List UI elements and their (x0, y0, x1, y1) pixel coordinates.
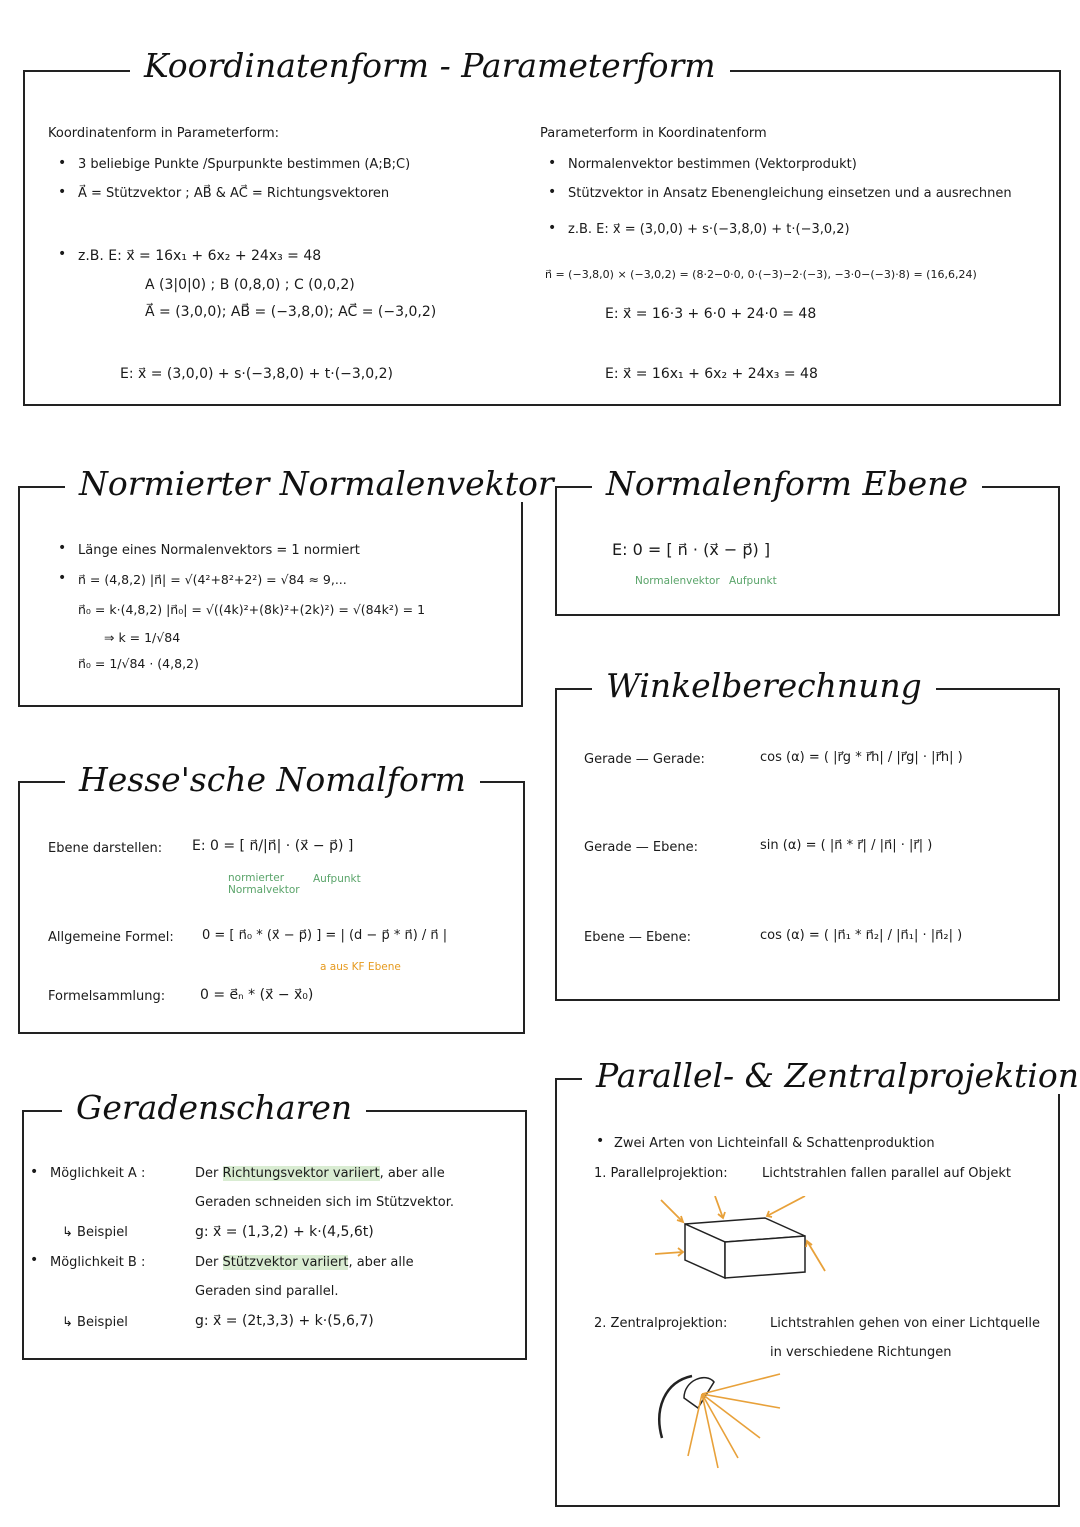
row-label-formelsammlung: Formelsammlung: (48, 989, 166, 1004)
beispiel-b-label: ↳ Beispiel (62, 1315, 128, 1330)
moeglichkeit-a-text-1: Der Richtungsvektor variiert, aber alle (195, 1166, 445, 1181)
right-example-4: E: x⃗ = 16x₁ + 6x₂ + 24x₃ = 48 (605, 366, 818, 382)
normalenform-formula: E: 0 = [ n⃗ · (x⃗ − p⃗) ] (612, 540, 771, 559)
left-heading: Koordinatenform in Parameterform: (48, 126, 280, 141)
formula-allgemeine: 0 = [ n⃗₀ * (x⃗ − p⃗) ] = | (d − p⃗ * n⃗) / n⃗ | (202, 928, 448, 943)
right-bullet-2: Stützvektor in Ansatz Ebenengleichung einsetzen und a ausrechnen (568, 186, 1012, 201)
parallelprojektion-text: Lichtstrahlen fallen parallel auf Objekt (762, 1166, 1012, 1181)
beispiel-b-formula: g: x⃗ = (2t,3,3) + k·(5,6,7) (195, 1313, 374, 1329)
left-bullet-2: A⃗ = Stützvektor ; AB⃗ & AC⃗ = Richtungsvektoren (78, 186, 390, 201)
bullet-dot: • (58, 540, 67, 556)
zentralprojektion-text-2: in verschiedene Richtungen (770, 1345, 952, 1360)
left-example-2: A (3|0|0) ; B (0,8,0) ; C (0,0,2) (145, 277, 355, 293)
left-example-4: E: x⃗ = (3,0,0) + s·(−3,8,0) + t·(−3,0,2) (120, 366, 393, 382)
right-bullet-1: Normalenvektor bestimmen (Vektorprodukt) (568, 157, 857, 172)
line-3: n⃗₀ = k·(4,8,2) |n⃗₀| = √((4k)²+(8k)²+(2k)²) = √(84k²) = 1 (78, 602, 426, 617)
right-example-3: E: x⃗ = 16·3 + 6·0 + 24·0 = 48 (605, 306, 817, 322)
row-label-gerade-ebene: Gerade — Ebene: (584, 840, 698, 855)
section-normierter-normalenvektor (18, 486, 523, 707)
projektion-bullet: Zwei Arten von Lichteinfall & Schattenproduktion (614, 1136, 935, 1151)
beispiel-a-formula: g: x⃗ = (1,3,2) + k·(4,5,6t) (195, 1224, 374, 1240)
moeglichkeit-b-text-1: Der Stützvektor variiert, aber alle (195, 1255, 414, 1270)
note-a-aus-kf: a aus KF Ebene (320, 961, 401, 973)
row-label-ebene-darstellen: Ebene darstellen: (48, 841, 163, 856)
section-title: Geradenscharen (62, 1090, 366, 1126)
left-bullet-1: 3 beliebige Punkte /Spurpunkte bestimmen (A;B;C) (78, 157, 411, 172)
section-title: Normalenform Ebene (592, 466, 982, 502)
formula-gerade-ebene: sin (α) = ( |n⃗ * r⃗| / |n⃗| · |r⃗| ) (760, 838, 933, 853)
label-normalenvektor: Normalenvektor (635, 575, 720, 587)
right-example-1: z.B. E: x⃗ = (3,0,0) + s·(−3,8,0) + t·(−3,0,2) (568, 222, 850, 237)
bullet-dot: • (548, 184, 557, 200)
label-aufpunkt: Aufpunkt (729, 575, 777, 587)
line-2: n⃗ = (4,8,2) |n⃗| = √(4²+8²+2²) = √84 ≈ 9,... (78, 572, 347, 587)
left-example-3: A⃗ = (3,0,0); AB⃗ = (−3,8,0); AC⃗ = (−3,0,2) (145, 304, 437, 320)
section-title: Hesse'sche Nomalform (65, 762, 480, 798)
bullet-dot: • (548, 155, 557, 171)
formula-gerade-gerade: cos (α) = ( |r⃗g * r⃗h| / |r⃗g| · |r⃗h| ) (760, 750, 963, 765)
label-aufpunkt: Aufpunkt (313, 873, 361, 885)
section-koordinatenform-parameterform (23, 70, 1061, 406)
section-title: Parallel- & Zentralprojektion (582, 1058, 1080, 1094)
bullet-dot: • (58, 246, 67, 262)
bullet-dot: • (58, 570, 67, 586)
line-4: ⇒ k = 1/√84 (104, 630, 181, 645)
moeglichkeit-a-label: Möglichkeit A : (50, 1166, 146, 1181)
bullet-dot: • (30, 1252, 39, 1268)
row-label-gerade-gerade: Gerade — Gerade: (584, 752, 705, 767)
bullet-dot: • (596, 1133, 605, 1149)
moeglichkeit-b-text-2: Geraden sind parallel. (195, 1284, 339, 1299)
section-title: Koordinatenform - Parameterform (130, 48, 730, 84)
right-heading: Parameterform in Koordinatenform (540, 126, 767, 141)
row-label-ebene-ebene: Ebene — Ebene: (584, 930, 692, 945)
left-example-1: z.B. E: x⃗ = 16x₁ + 6x₂ + 24x₃ = 48 (78, 248, 322, 264)
section-title: Winkelberechnung (592, 668, 936, 704)
moeglichkeit-a-text-2: Geraden schneiden sich im Stützvektor. (195, 1195, 455, 1210)
bullet-dot: • (58, 155, 67, 171)
parallel-projection-illustration (655, 1196, 845, 1291)
label-normierter-normalvektor: normierter Normalvektor (228, 872, 300, 896)
formula-ebene-ebene: cos (α) = ( |n⃗₁ * n⃗₂| / |n⃗₁| · |n⃗₂| ) (760, 928, 963, 943)
line-1: Länge eines Normalenvektors = 1 normiert (78, 543, 360, 558)
formula-ebene-darstellen: E: 0 = [ n⃗/|n⃗| · (x⃗ − p⃗) ] (192, 838, 354, 854)
zentralprojektion-text-1: Lichtstrahlen gehen von einer Lichtquelle (770, 1316, 1040, 1331)
moeglichkeit-b-label: Möglichkeit B : (50, 1255, 146, 1270)
bullet-dot: • (58, 184, 67, 200)
line-5: n⃗₀ = 1/√84 · (4,8,2) (78, 656, 199, 671)
zentralprojektion-label: 2. Zentralprojektion: (594, 1316, 728, 1331)
section-title: Normierter Normalenvektor (65, 466, 568, 502)
row-label-allgemeine-formel: Allgemeine Formel: (48, 930, 174, 945)
bullet-dot: • (548, 220, 557, 236)
parallelprojektion-label: 1. Parallelprojektion: (594, 1166, 728, 1181)
formula-formelsammlung: 0 = e⃗ₙ * (x⃗ − x⃗₀) (200, 987, 314, 1003)
right-example-2: n⃗ = (−3,8,0) × (−3,0,2) = (8·2−0·0, 0·(−3)−2·(−3), −3·0−(−3)·8) = (16,6,24) (545, 268, 977, 281)
beispiel-a-label: ↳ Beispiel (62, 1225, 128, 1240)
bullet-dot: • (30, 1164, 39, 1180)
lamp-central-projection-illustration (640, 1368, 840, 1478)
